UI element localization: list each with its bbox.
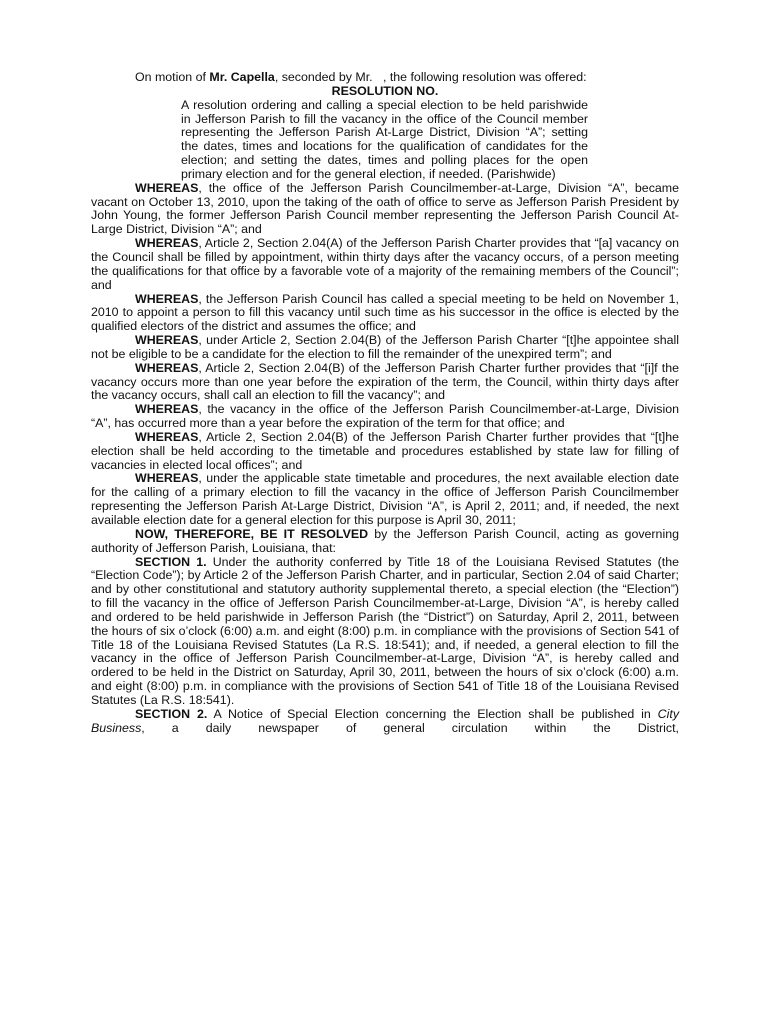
paragraph-lead: WHEREAS: [135, 333, 199, 348]
paragraph-text: , the Jefferson Parish Council has called a special meeting to be held on November 1, 2010 to appoint a person to fill this vacancy until such time as his successor in the office is elected by the qualified electors of the district and assumes the office; and: [91, 291, 679, 334]
motion-pre: On motion of: [135, 70, 210, 84]
section-heading: SECTION 1.: [135, 554, 207, 569]
paragraph-text: , under Article 2, Section 2.04(B) of the Jefferson Parish Charter “[t]he appointee shall not be eligible to be a candidate for the election to fill the remainder of the unexpired term”; and: [91, 333, 679, 361]
section-2-paragraph: [91, 708, 679, 736]
paragraph-lead: NOW, THEREFORE, BE IT RESOLVED: [135, 526, 369, 541]
paragraph-text: , Article 2, Section 2.04(A) of the Jefferson Parish Charter provides that “[a] vacancy on the Council shall be filled by appointment, within thirty days after the vacancy occurs, of a person meeting the qualifications for that office by a favorable vote of a majority of the remaining members of the Council”; and: [91, 236, 679, 292]
paragraph-lead: WHEREAS: [135, 429, 199, 444]
motion-line: [91, 71, 679, 85]
paragraph-lead: WHEREAS: [135, 360, 199, 375]
document-page: [91, 71, 679, 736]
motion-post: , seconded by Mr. , the following resolution was offered:: [274, 70, 587, 84]
section-1-paragraph: [91, 556, 679, 708]
whereas-paragraph-3: [91, 293, 679, 335]
paragraph-lead: WHEREAS: [135, 471, 199, 486]
whereas-paragraph-2: [91, 237, 679, 292]
paragraph-text: , Article 2, Section 2.04(B) of the Jefferson Parish Charter further provides that “[i]f the vacancy occurs more than one year before the expiration of the term, the Council, within thirty days after the vacancy occurs, shall call an election to fill the vacancy”; and: [91, 360, 679, 403]
paragraph-text: , the vacancy in the office of the Jefferson Parish Councilmember-at-Large, Division “A”, has occurred more than a year before the expiration of the term for that office; and: [91, 402, 679, 431]
paragraph-lead: WHEREAS: [135, 180, 199, 195]
whereas-paragraph-8: [91, 472, 679, 527]
whereas-paragraph-4: [91, 334, 679, 362]
paragraph-lead: WHEREAS: [135, 402, 199, 417]
paragraph-text: A Notice of Special Election concerning the Election shall be published in: [207, 706, 658, 721]
motion-name: Mr. Capella: [209, 70, 275, 84]
paragraph-text: , under the applicable state timetable and procedures, the next available election date for the calling of a primary election to fill the vacancy in the office of Jefferson Parish Councilmember representing the Jefferson Parish At-Large District, Division “A”, is April 2, 2011; and, if needed, the next available election date for a general election for this purpose is April 30, 2011;: [91, 471, 679, 527]
paragraph-text: , the office of the Jefferson Parish Councilmember-at-Large, Division “A”, became vacant on October 13, 2010, upon the taking of the oath of office to serve as Jefferson Parish President by John Young, the former Jefferson Parish Council member representing the Jefferson Parish Council At-Large District, Division “A”; and: [91, 180, 679, 237]
whereas-paragraph-1: [91, 182, 679, 237]
paragraph-text: Under the authority conferred by Title 18 of the Louisiana Revised Statutes (the “Election Code”); by Article 2 of the Jefferson Parish Charter, and in particular, Section 2.04 of said Charter; and by other constitutional and statutory authority supplemental thereto, a special election (the “Election”) to fill the vacancy in the office of Jefferson Parish Councilmember-at-Large, Division “A”, is hereby called and ordered to be held parishwide in Jefferson Parish (the “District”) on Saturday, April 2, 2011, between the hours of six o’clock (6:00) a.m. and eight (8:00) p.m. in compliance with the provisions of Section 541 of Title 18 of the Louisiana Revised Statutes (La R.S. 18:541); and, if needed, a general election to fill the vacancy in the office of Jefferson Parish Councilmember-at-Large, Division “A”, is hereby called and ordered to be held in the District on Saturday, April 30, 2011, between the hours of six o’clock (6:00) a.m. and eight (8:00) p.m. in compliance with the provisions of Section 541 of Title 18 of the Louisiana Revised Statutes (La R.S. 18:541).: [91, 554, 679, 707]
paragraph-text: , a daily newspaper of general circulation within the District,: [141, 720, 679, 735]
section-heading: SECTION 2.: [135, 706, 208, 721]
resolution-summary: A resolution ordering and calling a special election to be held parishwide in Jefferson Parish to fill the vacancy in the office of the Council member representing the Jefferson Parish At-Large District, Division “A”; setting the dates, times and locations for the qualification of candidates for the election; and setting the dates, times and polling places for the open primary election and for the general election, if needed. (Parishwide): [181, 97, 588, 181]
resolved-paragraph: [91, 528, 679, 556]
newspaper-name: City Business: [91, 706, 680, 735]
whereas-paragraph-5: [91, 362, 679, 404]
paragraph-text: by the Jefferson Parish Council, acting as governing authority of Jefferson Parish, Louisiana, that:: [91, 526, 679, 555]
paragraph-lead: WHEREAS: [135, 291, 199, 306]
paragraph-lead: WHEREAS: [135, 236, 199, 251]
paragraph-text: , Article 2, Section 2.04(B) of the Jefferson Parish Charter further provides that “[t]he election shall be held according to the timetable and procedures established by state law for filling of vacancies in elected local offices”; and: [91, 429, 679, 472]
whereas-paragraph-7: [91, 431, 679, 473]
resolution-title: RESOLUTION NO.: [331, 83, 439, 98]
whereas-paragraph-6: [91, 403, 679, 431]
